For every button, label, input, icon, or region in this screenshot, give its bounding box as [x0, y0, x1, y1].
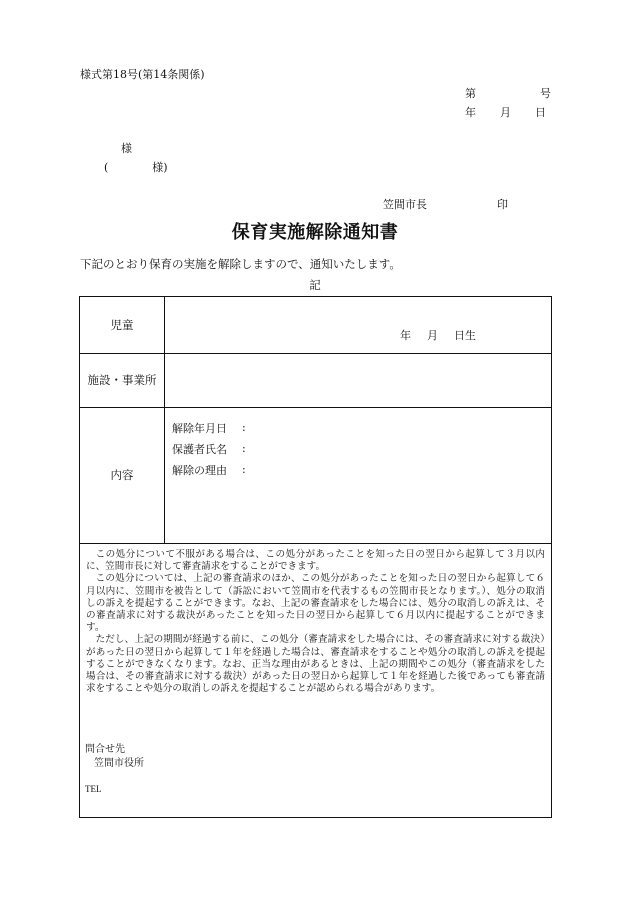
facility-label: 施設・事業所 [80, 353, 165, 407]
notice-table [79, 296, 552, 818]
addressee-guardian: ( 様) [104, 161, 168, 174]
appeal-notice [86, 549, 545, 695]
child-label: 児童 [80, 297, 165, 353]
content-key: 保護者氏名 [172, 442, 227, 456]
birth-month: 月 [427, 329, 438, 342]
content-item [172, 459, 246, 480]
sender-mayor: 笠間市長 [383, 198, 427, 211]
content-key: 解除年月日 [172, 421, 227, 435]
facility-row [80, 353, 551, 408]
document-number [465, 85, 551, 101]
issue-date [465, 104, 546, 120]
child-row [80, 297, 551, 354]
form-number: 様式第18号(第14条関係) [80, 68, 205, 81]
content-colon: : [242, 463, 246, 476]
document-title: 保育実施解除通知書 [231, 222, 399, 243]
birth-day: 日生 [454, 329, 476, 342]
notice-paragraph: ただし、上記の期間が経過する前に、この処分（審査請求をした場合には、その審査請求に対する裁決）があった日の翌日から起算して１年を経過した場合は、審査請求をすることや処分の取消しの訴えを提起することができなくなります。なお、正当な理由があるときは、上記の期間やこの処分（審査請求をした場合は、その審査請求に対する裁決）があった日の翌日から起算して１年を経過した後であっても審査請求をすることや処分の取消しの訴えを提起することが認められる場合があります。 [86, 634, 545, 695]
seal-mark: 印 [497, 198, 508, 211]
ki-heading: 記 [309, 278, 321, 292]
content-item [172, 438, 246, 459]
number-suffix: 号 [540, 87, 551, 100]
lead-text: 下記のとおり保育の実施を解除しますので、通知いたします。 [80, 257, 401, 271]
date-year: 年 [465, 106, 476, 119]
date-month: 月 [500, 106, 511, 119]
birth-year: 年 [400, 329, 411, 342]
content-colon: : [242, 421, 246, 434]
contact-tel: TEL [85, 784, 102, 794]
content-label: 内容 [80, 407, 165, 543]
content-key: 解除の理由 [172, 463, 227, 477]
content-row [80, 407, 551, 544]
notice-paragraph: この処分については、上記の審査請求のほか、この処分があったことを知った日の翌日から起算して６月以内に、笠間市を被告として（訴訟において笠間市を代表するもの笠間市長となります。）、処分の取消しの訴えを提起することができます。なお、上記の審査請求をした場合には、処分の取消しの訴えは、その審査請求に対する裁決があったことを知った日の翌日から起算して６月以内に提起することができます。 [86, 573, 545, 634]
notice-paragraph: この処分について不服がある場合は、この処分があったことを知った日の翌日から起算して３月以内に、笠間市長に対して審査請求をすることができます。 [86, 549, 545, 573]
number-prefix: 第 [465, 87, 476, 100]
content-colon: : [242, 442, 246, 455]
contact-office: 笠間市役所 [94, 758, 144, 769]
date-day: 日 [535, 106, 546, 119]
contact-heading: 問合せ先 [85, 744, 125, 755]
child-birthdate [400, 327, 476, 343]
addressee-name: 様 [121, 142, 132, 155]
content-fields [172, 417, 246, 480]
contact-info [85, 743, 144, 771]
content-item [172, 417, 246, 438]
